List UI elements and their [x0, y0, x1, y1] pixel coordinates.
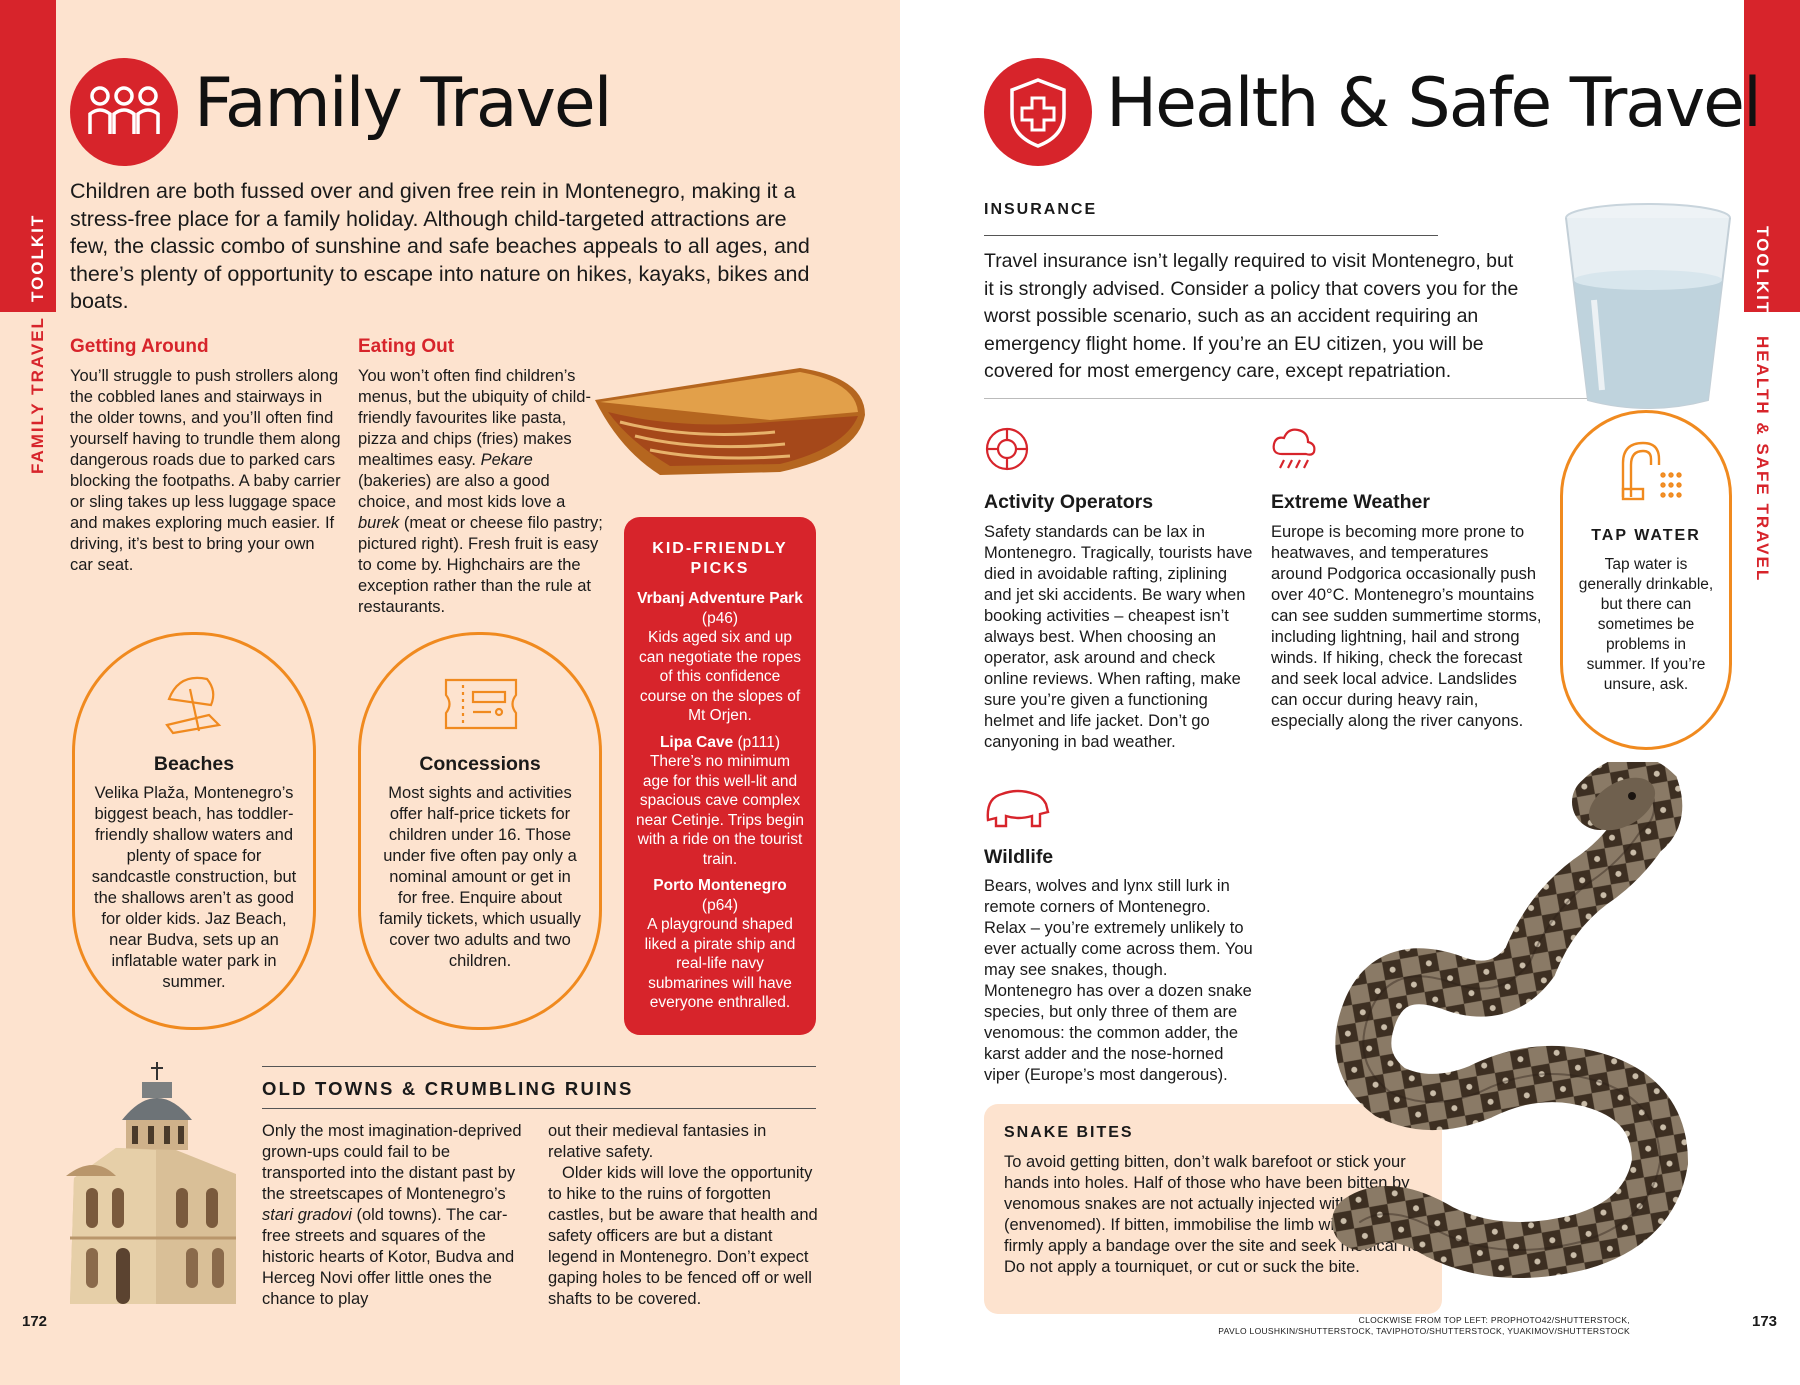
getting-around-text: You’ll struggle to push strollers along the cobbled lanes and stairways in the older towns, and you’ll often find yourself having to trundle them along dangerous roads due to parked cars blocking the footpaths. A baby carrier or sling takes up less luggage space and makes exploring much easier. If driving, it’s best to bring your own car seat. [70, 367, 341, 574]
right-page [900, 0, 1800, 1385]
wildlife-heading: Wildlife [984, 846, 1054, 868]
toolkit-tab-label: TOOLKIT [28, 213, 47, 302]
family-icon [70, 58, 178, 166]
lifebuoy-icon [984, 426, 1030, 477]
old-towns-heading: OLD TOWNS & CRUMBLING RUINS [262, 1078, 634, 1099]
beaches-card [72, 632, 316, 1030]
toolkit-tab-label: TOOLKIT [1753, 226, 1772, 315]
tap-icon [1615, 433, 1685, 508]
divider [262, 1108, 816, 1109]
tap-water-card [1560, 410, 1732, 750]
concessions-text: Most sights and activities offer half-price tickets for children under 16. Those under five often pay only a nominal amount or get in for free. Enquire about family tickets, which usually cover two adults and two children. [379, 784, 581, 970]
snake-bites-text: To avoid getting bitten, don’t walk barefoot or stick your hands into holes. Half of those who have been bitten by venomous snakes are not actually injected with poison (envenomed). If bitten, immobilise the limb with a splint, firmly apply a bandage over the site and seek medical help. Do not apply a tourniquet, or cut or suck the bite. [1004, 1153, 1438, 1276]
ticket-icon [443, 677, 519, 736]
eating-out-heading: Eating Out [358, 336, 455, 357]
divider [262, 1066, 816, 1067]
insurance-text: Travel insurance isn’t legally required to visit Montenegro, but it is strongly advised. Consider a policy that covers you for the worst possible scenario, such as an accident requiring an emergency flight home. If you’re an EU citizen, you will be covered for most emergency care, except repatriation. [984, 250, 1519, 382]
snake-bites-heading: SNAKE BITES [1004, 1124, 1134, 1141]
bear-icon [984, 784, 1050, 835]
church-image [56, 1058, 252, 1308]
pick-item: Porto Montenegro (p64) A playground shaped liked a pirate ship and real-life navy submarines will have everyone enthralled. [644, 877, 796, 1011]
tap-water-heading: TAP WATER [1591, 527, 1701, 544]
extreme-weather-heading: Extreme Weather [1271, 491, 1430, 513]
shield-cross-icon [984, 58, 1092, 166]
concessions-heading: Concessions [419, 753, 541, 775]
old-towns-col1: Only the most imagination-deprived grown-ups could fail to be transported into the distant past by the streetscapes of Montenegro’s stari gradovi (old towns). The car-free streets and squares of the historic hearts of Kotor, Budva and Herceg Novi offer little ones the chance to play [262, 1122, 522, 1308]
intro-paragraph: Children are both fussed over and given free rein in Montenegro, making it a stress-free place for a family holiday. Although child-targeted attractions are few, the classic combo of sunshine and safe beaches appeals to all ages, and there’s plenty of opportunity to escape into nature on hikes, kayaks, bikes and boats. [70, 179, 810, 313]
activity-operators-heading: Activity Operators [984, 491, 1154, 513]
eating-out-text: You won’t often find children’s menus, but the ubiquity of child-friendly favourites like pasta, pizza and chips (fries) makes mealtimes easy. Pekare (bakeries) are also a good choice, and most kids love a burek (meat or cheese filo pastry; pictured right). Fresh fruit is easy to come by. Highchairs are the exception rather than the rule at restaurants. [358, 367, 603, 616]
wildlife-text: Bears, wolves and lynx still lurk in remote corners of Montenegro. Relax – you’re extremely unlikely to ever actually come across them. You may see snakes, though. Montenegro has over a dozen snake species, but only three of them are venomous: the common adder, the karst adder and the nose-horned viper (Europe’s most dangerous). [984, 877, 1253, 1084]
section-tab-label: HEALTH & SAFE TRAVEL [1753, 336, 1772, 583]
concessions-card [358, 632, 602, 1030]
tap-water-text: Tap water is generally drinkable, but there can sometimes be problems in summer. If you’re unsure, ask. [1578, 556, 1714, 693]
photo-credit: CLOCKWISE FROM TOP LEFT: PROPHOTO42/SHUTTERSTOCK, PAVLO LOUSHKIN/SHUTTERSTOCK, TAVIPHOTO/SHUTTERSTOCK, YUAKIMOV/SHUTTERSTOCK [1218, 1315, 1630, 1336]
snake-image [1300, 762, 1740, 1302]
activity-operators-text: Safety standards can be lax in Montenegro. Tragically, tourists have died in avoidable rafting, ziplining and jet ski accidents. Be wary when booking activities – cheapest isn’t always best. When choosing an operator, ask around and check online reviews. When rafting, make sure you’re given a functioning helmet and life jacket. Don’t go canyoning in bad weather. [984, 523, 1253, 751]
divider [984, 398, 1602, 399]
kid-friendly-picks-box [624, 517, 816, 1035]
beaches-text: Velika Plaža, Montenegro’s biggest beach, has toddler-friendly shallow waters and plenty of space for sandcastle construction, but the shallows aren’t as good for older kids. Jaz Beach, near Budva, sets up an inflatable water park in summer. [91, 784, 297, 991]
kid-friendly-picks-heading: KID-FRIENDLY PICKS [652, 540, 788, 577]
page-title: Family Travel [194, 64, 611, 143]
burek-image [590, 360, 880, 480]
storm-cloud-icon [1270, 424, 1318, 477]
divider [984, 235, 1438, 236]
page-number: 172 [22, 1313, 48, 1330]
beaches-heading: Beaches [153, 753, 235, 775]
getting-around-heading: Getting Around [70, 336, 209, 357]
beach-umbrella-icon [159, 669, 231, 744]
page-number: 173 [1752, 1313, 1778, 1330]
section-tab-label: FAMILY TRAVEL [28, 316, 47, 474]
pick-item: Lipa Cave (p111) There’s no minimum age for this well-lit and spacious cave complex near Cetinje. Trips begin with a ride on the tourist train. [636, 733, 805, 868]
extreme-weather-text: Europe is becoming more prone to heatwaves, and temperatures around Podgorica occasionally push over 40°C. Montenegro’s mountains can see sudden summertime storms, including lightning, hail and strong winds. If hiking, check the forecast and seek local advice. Landslides can occur during heavy rain, especially along the river canyons. [1271, 523, 1542, 730]
old-towns-col2: out their medieval fantasies in relative safety. Older kids will love the opportunity to hike to the ruins of forgotten castles, but be aware that health and safety officers are but a distant legend in Montenegro. Don’t expect gaping holes to be fenced off or well shafts to be covered. [548, 1122, 818, 1308]
pick-item: Vrbanj Adventure Park (p46) Kids aged six and up can negotiate the ropes of this confidence course on the slopes of Mt Orjen. [637, 590, 803, 724]
water-glass-image [1558, 200, 1738, 420]
page-title: Health & Safe Travel [1106, 64, 1760, 143]
insurance-heading: INSURANCE [984, 201, 1098, 218]
